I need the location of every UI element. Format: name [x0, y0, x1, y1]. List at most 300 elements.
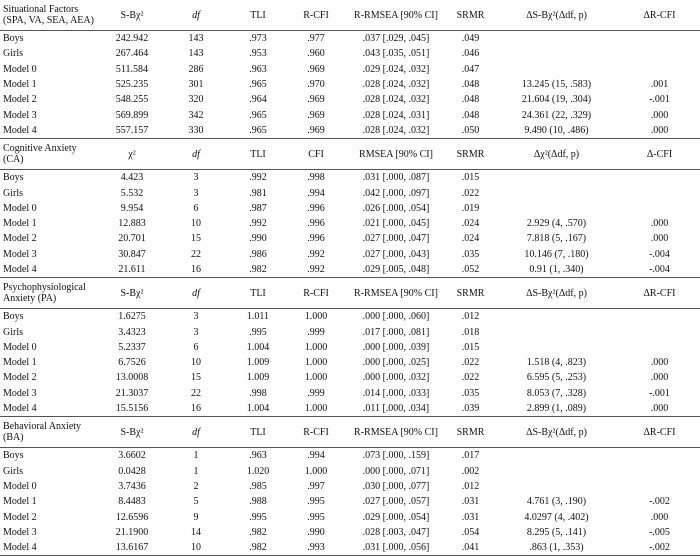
cell-chi2: 30.847	[118, 248, 146, 260]
table-row	[0, 201, 700, 216]
cell-delta-chi2	[494, 185, 619, 200]
cell-chi2: 569.899	[115, 109, 149, 121]
header-delta-chi2: ΔS-Bχ²(Δdf, p)	[526, 287, 587, 299]
cell-label: Model 3	[3, 248, 37, 260]
header-label: Behavioral Anxiety (BA)	[3, 421, 82, 444]
table-row	[0, 324, 700, 339]
cell-srmr: .022	[461, 187, 480, 199]
cell-delta-chi2	[494, 448, 619, 464]
cell-chi2: 511.584	[115, 63, 149, 75]
cell-chi2: 6.7526	[118, 357, 146, 369]
cell-rmsea: .029 [.005, .048]	[362, 264, 430, 275]
cell-tli: .998	[249, 387, 267, 399]
cell-chi2: 4.423	[120, 172, 144, 184]
cell-cfi: .960	[307, 48, 325, 60]
cell-tli: .982	[249, 526, 267, 538]
cell-rmsea: .027 [.000, .057]	[362, 496, 430, 508]
cell-rmsea: .011 [.000, .034]	[362, 403, 430, 415]
cell-chi2: 5.532	[120, 187, 144, 199]
header-cfi: CFI	[308, 148, 324, 160]
cell-label: Boys	[3, 33, 24, 45]
header-df: df	[192, 9, 200, 21]
cell-df: 320	[188, 94, 204, 106]
section-header-row	[0, 139, 700, 170]
cell-delta-cfi: .000	[650, 218, 669, 230]
cell-delta-chi2: .863 (1, .353)	[529, 542, 584, 554]
cell-df: 3	[193, 311, 199, 323]
cell-srmr: .048	[461, 79, 480, 91]
header-df: df	[192, 426, 200, 438]
cell-df: 10	[191, 542, 201, 554]
table-row	[0, 107, 700, 122]
cell-df: 22	[191, 248, 201, 260]
table-row	[0, 231, 700, 246]
cell-rmsea: .028 [.003, .047]	[362, 526, 430, 538]
cell-df: 3	[193, 326, 199, 338]
cell-srmr: .052	[461, 264, 480, 275]
cell-chi2: 557.157	[115, 124, 149, 136]
cell-delta-cfi: -.002	[649, 496, 670, 508]
cell-label: Model 4	[3, 124, 37, 136]
cell-rmsea: .026 [.000, .054]	[362, 202, 430, 214]
cell-chi2: 3.7436	[118, 480, 146, 492]
cell-tli: .992	[249, 172, 267, 184]
cell-delta-cfi	[619, 62, 700, 77]
cell-chi2: 13.0008	[115, 372, 149, 384]
cell-label: Model 0	[3, 480, 37, 492]
cell-cfi: .996	[307, 233, 325, 245]
cell-tli: .965	[249, 79, 267, 91]
cell-df: 16	[191, 403, 201, 415]
cell-delta-chi2	[494, 31, 619, 47]
header-tli: TLI	[250, 426, 266, 438]
table-row	[0, 170, 700, 186]
cell-srmr: .024	[461, 233, 480, 245]
cell-delta-cfi: -.004	[649, 248, 670, 260]
cell-delta-cfi: .000	[650, 124, 669, 136]
table-row	[0, 401, 700, 417]
cell-srmr: .024	[461, 218, 480, 230]
cell-chi2: 5.2337	[118, 341, 146, 353]
cell-srmr: .046	[461, 48, 480, 60]
cell-rmsea: .028 [.024, .032]	[362, 124, 430, 136]
cell-tli: .953	[249, 48, 267, 60]
cell-df: 15	[191, 233, 201, 245]
cell-label: Model 2	[3, 511, 37, 523]
header-srmr: SRMR	[456, 9, 485, 21]
table-row	[0, 340, 700, 355]
cell-df: 143	[188, 33, 204, 45]
cell-rmsea: .000 [.000, .039]	[362, 341, 430, 353]
cell-srmr: .022	[461, 372, 480, 384]
cell-srmr: .035	[461, 248, 480, 260]
cell-tli: 1.009	[246, 372, 270, 384]
cell-chi2: 0.0428	[118, 465, 146, 477]
cell-df: 143	[188, 48, 204, 60]
table-row	[0, 540, 700, 556]
cell-cfi: .999	[307, 387, 325, 399]
cell-df: 16	[191, 264, 201, 275]
cell-srmr: .022	[461, 357, 480, 369]
cell-rmsea: .017 [.000, .081]	[362, 326, 430, 338]
table-row	[0, 31, 700, 47]
cell-cfi: .999	[307, 326, 325, 338]
cell-tli: .981	[249, 187, 267, 199]
cell-cfi: .992	[307, 248, 325, 260]
cell-chi2: 8.4483	[118, 496, 146, 508]
cell-cfi: 1.000	[304, 372, 328, 384]
header-delta-cfi: ΔR-CFI	[643, 9, 676, 21]
cell-label: Girls	[3, 465, 23, 477]
cell-cfi: .969	[307, 124, 325, 136]
cell-srmr: .018	[461, 326, 480, 338]
cell-cfi: .996	[307, 218, 325, 230]
cell-delta-chi2: 4.761 (3, .190)	[526, 496, 587, 508]
cell-srmr: .015	[461, 341, 480, 353]
table-row	[0, 123, 700, 139]
cell-cfi: .969	[307, 94, 325, 106]
cell-delta-chi2: 8.053 (7, .328)	[526, 387, 587, 399]
cell-delta-cfi	[619, 324, 700, 339]
header-rmsea: RMSEA [90% CI]	[359, 148, 433, 160]
cell-chi2: 21.3037	[115, 387, 149, 399]
cell-delta-cfi	[619, 31, 700, 47]
header-delta-chi2: Δχ²(Δdf, p)	[533, 148, 580, 160]
cell-label: Model 1	[3, 79, 37, 91]
cell-delta-cfi	[619, 309, 700, 325]
cell-chi2: 1.6275	[118, 311, 146, 323]
cell-rmsea: .031 [.000, .087]	[362, 172, 430, 184]
cell-cfi: .993	[307, 542, 325, 554]
section-header-row	[0, 417, 700, 448]
cell-delta-chi2	[494, 170, 619, 186]
cell-srmr: .017	[461, 450, 480, 462]
cell-label: Model 1	[3, 218, 37, 230]
cell-rmsea: .028 [.024, .031]	[362, 109, 430, 121]
cell-delta-chi2: 2.899 (1, .089)	[526, 403, 587, 415]
cell-label: Model 2	[3, 94, 37, 106]
section-header-row	[0, 278, 700, 309]
cell-df: 22	[191, 387, 201, 399]
cell-cfi: 1.000	[304, 311, 328, 323]
header-rmsea: R-RMSEA [90% CI]	[354, 9, 438, 21]
cell-rmsea: .029 [.024, .032]	[362, 63, 430, 75]
table-row	[0, 262, 700, 278]
cell-tli: .964	[249, 94, 267, 106]
cell-df: 3	[193, 187, 199, 199]
cell-chi2: 20.701	[118, 233, 146, 245]
cell-srmr: .019	[461, 202, 480, 214]
cell-df: 1	[193, 450, 199, 462]
cell-delta-cfi	[619, 201, 700, 216]
cell-label: Boys	[3, 450, 24, 462]
cell-delta-chi2	[494, 46, 619, 61]
cell-label: Model 4	[3, 403, 37, 415]
cell-tli: .982	[249, 542, 267, 554]
cell-delta-cfi: -.001	[649, 94, 670, 106]
cell-rmsea: .000 [.000, .032]	[362, 372, 430, 384]
cell-srmr: .015	[461, 172, 480, 184]
cell-tli: .963	[249, 450, 267, 462]
cell-srmr: .049	[461, 33, 480, 45]
header-delta-cfi: ΔR-CFI	[643, 287, 676, 299]
cell-df: 14	[191, 526, 201, 538]
table-row	[0, 494, 700, 509]
cell-delta-chi2: 13.245 (15, .583)	[521, 79, 592, 91]
cell-cfi: .977	[307, 33, 325, 45]
cell-rmsea: .042 [.000, .097]	[362, 187, 430, 199]
cell-df: 6	[193, 202, 199, 214]
cell-chi2: 12.6596	[115, 511, 149, 523]
cell-chi2: 3.6602	[118, 450, 146, 462]
cell-df: 1	[193, 465, 199, 477]
cell-cfi: .995	[307, 511, 325, 523]
cell-cfi: .996	[307, 202, 325, 214]
cell-tli: .965	[249, 124, 267, 136]
cell-chi2: 21.1900	[115, 526, 149, 538]
header-cfi: R-CFI	[303, 287, 329, 299]
cell-label: Girls	[3, 48, 23, 60]
header-srmr: SRMR	[456, 287, 485, 299]
cell-tli: 1.009	[246, 357, 270, 369]
cell-tli: .985	[249, 480, 267, 492]
cell-delta-cfi	[619, 464, 700, 479]
cell-cfi: 1.000	[304, 403, 328, 415]
cell-delta-cfi: .000	[650, 403, 669, 415]
cell-chi2: 21.611	[118, 264, 146, 275]
cell-chi2: 3.4323	[118, 326, 146, 338]
cell-rmsea: .073 [.000, .159]	[362, 450, 430, 462]
cell-label: Girls	[3, 187, 23, 199]
table-row	[0, 479, 700, 494]
header-df: df	[192, 148, 200, 160]
cell-delta-chi2: 7.818 (5, .167)	[526, 233, 587, 245]
cell-rmsea: .028 [.024, .032]	[362, 79, 430, 91]
cell-df: 330	[188, 124, 204, 136]
cell-label: Girls	[3, 326, 23, 338]
cell-delta-chi2: 0.91 (1, .340)	[529, 264, 584, 275]
table-row	[0, 370, 700, 385]
cell-label: Model 0	[3, 341, 37, 353]
cell-df: 10	[191, 357, 201, 369]
cell-cfi: .995	[307, 496, 325, 508]
cell-srmr: .031	[461, 496, 480, 508]
cell-cfi: .990	[307, 526, 325, 538]
cell-delta-cfi	[619, 448, 700, 464]
cell-delta-cfi: .000	[650, 357, 669, 369]
cell-delta-chi2	[494, 309, 619, 325]
header-delta-chi2: ΔS-Bχ²(Δdf, p)	[526, 9, 587, 21]
cell-label: Model 4	[3, 542, 37, 554]
cell-srmr: .047	[461, 63, 480, 75]
header-srmr: SRMR	[456, 148, 485, 160]
cell-delta-cfi	[619, 185, 700, 200]
cell-tli: .995	[249, 326, 267, 338]
cell-chi2: 12.883	[118, 218, 146, 230]
header-chi2: χ²	[128, 148, 136, 160]
cell-chi2: 267.464	[115, 48, 149, 60]
table-row	[0, 448, 700, 464]
table-row	[0, 309, 700, 325]
cell-df: 10	[191, 218, 201, 230]
cell-rmsea: .027 [.000, .043]	[362, 248, 430, 260]
cell-label: Model 2	[3, 233, 37, 245]
cell-srmr: .048	[461, 94, 480, 106]
cell-tli: .992	[249, 218, 267, 230]
table-row	[0, 509, 700, 524]
header-srmr: SRMR	[456, 426, 485, 438]
cell-delta-cfi: .000	[650, 109, 669, 121]
cell-delta-cfi	[619, 479, 700, 494]
table-row	[0, 62, 700, 77]
table-row	[0, 525, 700, 540]
cell-df: 301	[188, 79, 204, 91]
cell-cfi: .970	[307, 79, 325, 91]
cell-delta-cfi: .000	[650, 372, 669, 384]
header-label: Cognitive Anxiety (CA)	[3, 143, 77, 166]
cell-chi2: 548.255	[115, 94, 149, 106]
cell-tli: .990	[249, 233, 267, 245]
cell-rmsea: .028 [.024, .032]	[362, 94, 430, 106]
header-chi2: S-Bχ²	[120, 9, 144, 21]
cell-srmr: .048	[461, 109, 480, 121]
header-delta-cfi: ΔR-CFI	[643, 426, 676, 438]
header-chi2: S-Bχ²	[120, 287, 144, 299]
cell-delta-cfi: -.004	[649, 264, 670, 275]
cell-srmr: .050	[461, 124, 480, 136]
cell-tli: .973	[249, 33, 267, 45]
section-header-row	[0, 0, 700, 31]
cell-tli: .986	[249, 248, 267, 260]
cell-label: Model 1	[3, 357, 37, 369]
header-tli: TLI	[250, 9, 266, 21]
cell-tli: .963	[249, 63, 267, 75]
header-label: Psychophysiological Anxiety (PA)	[3, 282, 86, 305]
header-cfi: R-CFI	[303, 9, 329, 21]
cell-tli: .995	[249, 511, 267, 523]
header-rmsea: R-RMSEA [90% CI]	[354, 287, 438, 299]
cell-tli: 1.004	[246, 341, 270, 353]
header-label: Situational Factors (SPA, VA, SEA, AEA)	[3, 4, 94, 26]
cell-cfi: .994	[307, 450, 325, 462]
cell-chi2: 15.5156	[115, 403, 149, 415]
cell-cfi: .998	[307, 172, 325, 184]
cell-delta-chi2: 4.0297 (4, .402)	[524, 511, 589, 523]
cell-rmsea: .021 [.000, .045]	[362, 218, 430, 230]
cell-delta-chi2: 24.361 (22, .329)	[521, 109, 592, 121]
cell-label: Model 3	[3, 526, 37, 538]
cell-delta-cfi: .000	[650, 511, 669, 523]
cell-rmsea: .000 [.000, .071]	[362, 465, 430, 477]
header-df: df	[192, 287, 200, 299]
cell-delta-chi2	[494, 479, 619, 494]
cell-delta-cfi: .001	[650, 79, 669, 91]
cell-srmr: .031	[461, 511, 480, 523]
header-delta-cfi: Δ-CFI	[646, 148, 673, 160]
cell-rmsea: .031 [.000, .056]	[362, 542, 430, 554]
cell-rmsea: .014 [.000, .033]	[362, 387, 430, 399]
cell-tli: .982	[249, 264, 267, 275]
cell-delta-cfi	[619, 46, 700, 61]
cell-delta-chi2	[494, 324, 619, 339]
cell-srmr: .041	[461, 542, 480, 554]
table-row	[0, 386, 700, 401]
table-row	[0, 92, 700, 107]
cell-df: 9	[193, 511, 199, 523]
cell-tli: .965	[249, 109, 267, 121]
cell-chi2: 242.942	[115, 33, 149, 45]
cell-df: 6	[193, 341, 199, 353]
header-delta-chi2: ΔS-Bχ²(Δdf, p)	[526, 426, 587, 438]
header-rmsea: R-RMSEA [90% CI]	[354, 426, 438, 438]
cell-srmr: .039	[461, 403, 480, 415]
cell-cfi: 1.000	[304, 341, 328, 353]
cell-delta-cfi: -.002	[649, 542, 670, 554]
cell-rmsea: .000 [.000, .025]	[362, 357, 430, 369]
cell-delta-chi2: 8.295 (5, .141)	[526, 526, 587, 538]
cell-delta-chi2: 21.604 (19, .304)	[521, 94, 592, 106]
cell-chi2: 9.954	[120, 202, 144, 214]
cell-delta-chi2: 10.146 (7, .180)	[524, 248, 589, 260]
cell-rmsea: .000 [.000, .060]	[362, 311, 430, 323]
cell-srmr: .012	[461, 480, 480, 492]
table-row	[0, 46, 700, 61]
cell-chi2: 13.6167	[115, 542, 149, 554]
cell-rmsea: .030 [.000, .077]	[362, 480, 430, 492]
cell-cfi: .997	[307, 480, 325, 492]
cell-label: Boys	[3, 311, 24, 323]
cell-label: Model 0	[3, 202, 37, 214]
cell-rmsea: .029 [.000, .054]	[362, 511, 430, 523]
cell-label: Model 0	[3, 63, 37, 75]
cell-delta-chi2: 1.518 (4, .823)	[526, 357, 587, 369]
cell-df: 2	[193, 480, 199, 492]
cell-rmsea: .037 [.029, .045]	[362, 33, 430, 45]
header-tli: TLI	[250, 287, 266, 299]
cell-tli: 1.020	[246, 465, 270, 477]
table-row	[0, 355, 700, 370]
cell-label: Model 2	[3, 372, 37, 384]
header-tli: TLI	[250, 148, 266, 160]
cell-srmr: .002	[461, 465, 480, 477]
cell-label: Boys	[3, 172, 24, 184]
cell-cfi: .969	[307, 109, 325, 121]
cell-label: Model 1	[3, 496, 37, 508]
cell-delta-chi2	[494, 464, 619, 479]
cell-label: Model 4	[3, 264, 37, 275]
cell-df: 15	[191, 372, 201, 384]
cell-cfi: 1.000	[304, 465, 328, 477]
cell-df: 342	[188, 109, 204, 121]
cell-srmr: .012	[461, 311, 480, 323]
cell-cfi: .994	[307, 187, 325, 199]
cell-delta-chi2	[494, 340, 619, 355]
table-row	[0, 464, 700, 479]
table-row	[0, 216, 700, 231]
cell-chi2: 525.235	[115, 79, 149, 91]
cell-tli: 1.011	[246, 311, 270, 323]
cell-delta-cfi	[619, 340, 700, 355]
cell-rmsea: .027 [.000, .047]	[362, 233, 430, 245]
cell-cfi: .969	[307, 63, 325, 75]
table-row	[0, 77, 700, 92]
table-row	[0, 185, 700, 200]
cell-tli: 1.004	[246, 403, 270, 415]
cell-srmr: .054	[461, 526, 480, 538]
header-cfi: R-CFI	[303, 426, 329, 438]
cell-df: 5	[193, 496, 199, 508]
cell-tli: .988	[249, 496, 267, 508]
